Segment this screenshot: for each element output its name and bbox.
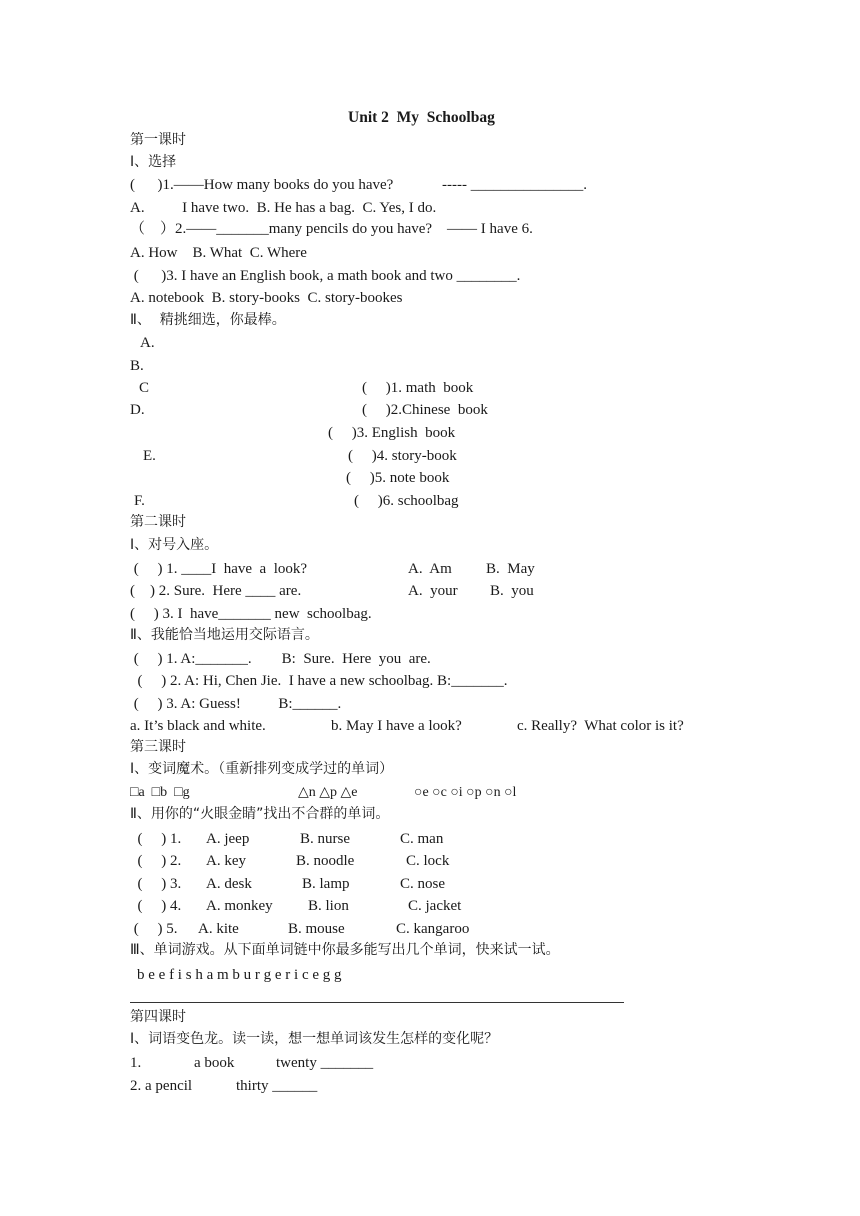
match-item-2: ( )2.Chinese book: [362, 402, 488, 418]
odd-one-option-4c: C. jacket: [408, 898, 462, 914]
match-item-5: ( )5. note book: [346, 470, 450, 486]
odd-one-option-4b: B. lion: [308, 898, 349, 914]
scrambled-word-1: □a □b □g: [130, 785, 190, 800]
lesson2-section1-heading: Ⅰ、对号入座。: [130, 537, 219, 553]
match-item-6: ( )6. schoolbag: [354, 493, 459, 509]
plural-item-1a: a book: [194, 1055, 235, 1071]
odd-one-option-5c: C. kangaroo: [396, 921, 470, 937]
lesson1-section1-heading: Ⅰ、选择: [130, 154, 177, 170]
odd-one-option-1b: B. nurse: [300, 831, 350, 847]
fill-question-2: ( ) 2. Sure. Here ____ are.: [130, 583, 302, 599]
picture-letter-d: D.: [130, 402, 145, 418]
question-1-2-options: A. How B. What C. Where: [130, 245, 307, 261]
odd-one-option-2b: B. noodle: [296, 853, 355, 869]
picture-letter-a: A.: [140, 335, 155, 351]
odd-one-number-4: ( ) 4.: [130, 898, 182, 914]
plural-item-2b: thirty ______: [236, 1078, 318, 1094]
odd-one-option-3c: C. nose: [400, 876, 445, 892]
odd-one-option-2a: A. key: [206, 853, 246, 869]
dialog-question-1: ( ) 1. A:_______. B: Sure. Here you are.: [130, 651, 431, 667]
match-item-3: ( )3. English book: [328, 425, 456, 441]
odd-one-option-4a: A. monkey: [206, 898, 273, 914]
fill-option-1b: B. May: [486, 561, 535, 577]
fill-option-2a: A. your: [408, 583, 458, 599]
lesson3-section1-heading: Ⅰ、变词魔术。（重新排列变成学过的单词）: [130, 761, 394, 777]
dialog-question-2: ( ) 2. A: Hi, Chen Jie. I have a new schoolbag. B:_______.: [130, 673, 508, 689]
plural-number-1: 1.: [130, 1055, 142, 1071]
lesson1-section2-heading: Ⅱ、 精挑细选，你最棒。: [130, 312, 286, 328]
odd-one-option-5a: A. kite: [198, 921, 239, 937]
dialog-option-c: c. Really? What color is it?: [517, 718, 684, 734]
odd-one-number-5: ( ) 5.: [130, 921, 178, 937]
dialog-option-b: b. May I have a look?: [331, 718, 462, 734]
word-chain: b e e f i s h a m b u r g e r i c e g g: [137, 967, 342, 983]
odd-one-number-1: ( ) 1.: [130, 831, 182, 847]
dialog-option-a: a. It’s black and white.: [130, 718, 266, 734]
fill-question-1: ( ) 1. ____I have a look?: [130, 561, 308, 577]
lesson4-heading: 第四课时: [130, 1009, 186, 1025]
picture-letter-c: C: [139, 380, 150, 396]
question-1-3-options: A. notebook B. story-books C. story-bookes: [130, 290, 403, 306]
odd-one-option-1c: C. man: [400, 831, 444, 847]
question-1-3: ( )3. I have an English book, a math book and two ________.: [130, 268, 521, 284]
odd-one-option-5b: B. mouse: [288, 921, 345, 937]
question-1-2: （ ）2.——_______many pencils do you have? —— I have 6.: [130, 221, 533, 237]
odd-one-option-3a: A. desk: [206, 876, 252, 892]
lesson3-section3-heading: Ⅲ、单词游戏。从下面单词链中你最多能写出几个单词，快来试一试。: [130, 942, 560, 958]
lesson2-heading: 第二课时: [130, 514, 186, 530]
match-item-4: ( )4. story-book: [348, 448, 457, 464]
plural-item-1b: twenty _______: [276, 1055, 374, 1071]
odd-one-option-2c: C. lock: [406, 853, 450, 869]
page-title: Unit 2 My Schoolbag: [348, 109, 495, 126]
scrambled-word-2: △n △p △e: [298, 785, 358, 800]
question-1-1: ( )1.——How many books do you have? ----- _______________.: [130, 177, 588, 193]
odd-one-number-3: ( ) 3.: [130, 876, 182, 892]
fill-option-2b: B. you: [490, 583, 534, 599]
odd-one-number-2: ( ) 2.: [130, 853, 182, 869]
fill-option-1a: A. Am: [408, 561, 452, 577]
lesson3-heading: 第三课时: [130, 739, 186, 755]
lesson1-heading: 第一课时: [130, 132, 186, 148]
scrambled-word-3: ○e ○c ○i ○p ○n ○l: [414, 785, 517, 800]
odd-one-option-1a: A. jeep: [206, 831, 250, 847]
picture-letter-e: E.: [143, 448, 156, 464]
plural-item-2a: 2. a pencil: [130, 1078, 193, 1094]
dialog-question-3: ( ) 3. A: Guess! B:______.: [130, 696, 342, 712]
picture-letter-b: B.: [130, 358, 144, 374]
lesson2-section2-heading: Ⅱ、我能恰当地运用交际语言。: [130, 627, 319, 643]
picture-letter-f: F.: [134, 493, 145, 509]
lesson3-section2-heading: Ⅱ、用你的“火眼金睛”找出不合群的单词。: [130, 806, 390, 822]
fill-question-3: ( ) 3. I have_______ new schoolbag.: [130, 606, 372, 622]
answer-line: [130, 1002, 624, 1003]
lesson4-section1-heading: Ⅰ、词语变色龙。读一读，想一想单词该发生怎样的变化呢？: [130, 1031, 499, 1047]
match-item-1: ( )1. math book: [362, 380, 474, 396]
odd-one-option-3b: B. lamp: [302, 876, 350, 892]
question-1-1-options: A. I have two. B. He has a bag. C. Yes, I do.: [130, 200, 437, 216]
